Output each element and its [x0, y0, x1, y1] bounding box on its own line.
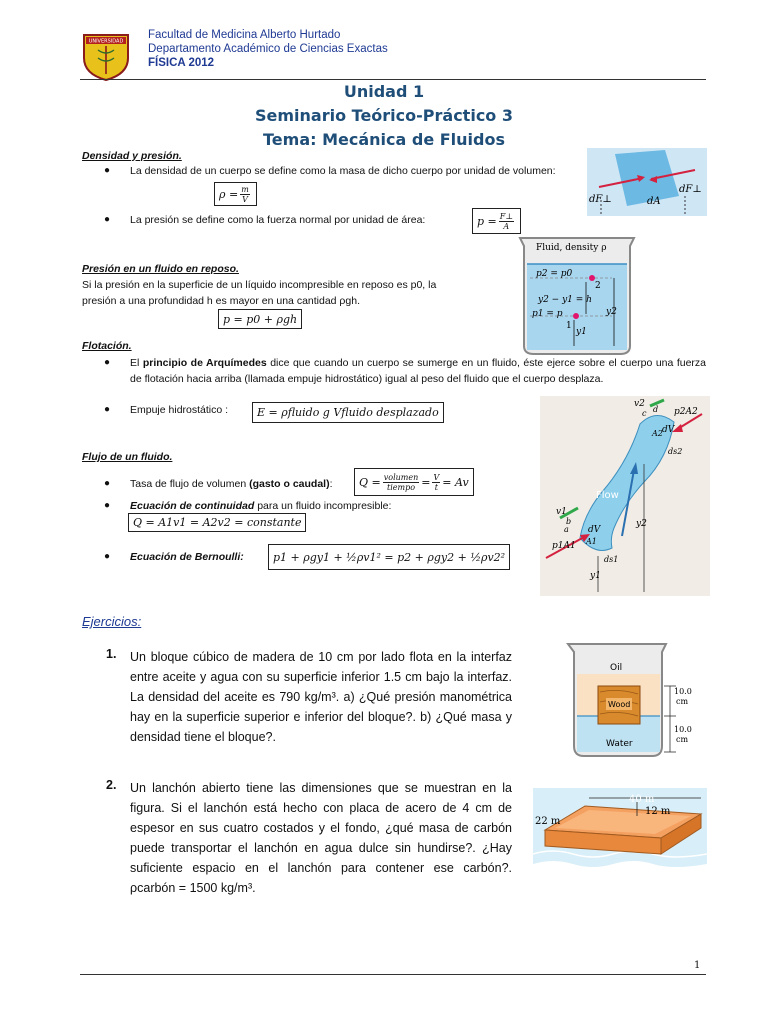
density-definition: La densidad de un cuerpo se define como la masa de dicho cuerpo por unidad de volumen: [130, 165, 556, 177]
label-dF2: dF⊥ [679, 184, 702, 195]
formula-lhs: p = [477, 214, 497, 228]
label-flow: Flow [596, 490, 619, 501]
figure-oil-water-block [566, 640, 704, 760]
bernoulli-formula: p1 + ρgy1 + ½ρv1² = p2 + ρgy2 + ½ρv2² [268, 544, 510, 570]
continuity-term: Ecuación de continuidad [130, 500, 255, 512]
numerator: m [241, 184, 249, 194]
page-number: 1 [694, 960, 701, 971]
figure-bernoulli-pipe [540, 396, 710, 596]
header-rule [80, 79, 706, 80]
label-point1: 1 [566, 321, 572, 331]
label-A1: A1 [586, 537, 597, 546]
bullet: ● [104, 478, 111, 489]
section-flotation-heading: Flotación. [82, 340, 132, 352]
exercise-2-number: 2. [106, 778, 117, 792]
bullet: ● [104, 500, 111, 511]
label-unit1: cm [676, 697, 689, 706]
label-ds1: ds1 [604, 555, 619, 564]
label-v2: v2 [634, 399, 645, 409]
label-b: b [566, 517, 572, 526]
denominator: t [434, 482, 438, 492]
label-ds2: ds2 [668, 447, 683, 456]
seminar-title: Seminario Teórico-Práctico 3 [255, 106, 513, 125]
numerator: volumen [383, 472, 419, 482]
label-dy: y2 − y1 = h [538, 295, 592, 305]
label-water: Water [606, 739, 633, 749]
flow-rate-label [130, 476, 333, 492]
footer-rule [80, 974, 706, 975]
label-dF1: dF⊥ [589, 194, 612, 205]
label-width: 12 m [645, 806, 671, 817]
flow-rate-term: (gasto o caudal) [249, 478, 330, 490]
label-dV1: dV [588, 525, 601, 535]
label-v1: v1 [556, 507, 567, 517]
formula-rhs: = Av [442, 475, 469, 489]
faculty-name: Facultad de Medicina Alberto Hurtado [148, 29, 341, 41]
exercises-heading: Ejercicios: [82, 614, 142, 629]
bullet: ● [104, 214, 111, 225]
rest-text: Si la presión en la superficie de un líquido incompresible en reposo es p0, la presión a una profundidad h es mayor en una cantidad ρgh. [82, 279, 437, 307]
text-pre: El [130, 357, 140, 369]
label-dim1: 10.0 [674, 687, 692, 696]
label-c: c [642, 409, 647, 418]
section-density-heading: Densidad y presión. [82, 150, 182, 162]
bullet: ● [104, 165, 111, 176]
label-oil: Oil [610, 663, 623, 673]
university-crest [80, 32, 132, 82]
label-point2: 2 [595, 281, 601, 291]
bullet: ● [104, 357, 111, 368]
archimedes-text [130, 355, 706, 387]
bullet: ● [104, 404, 111, 415]
exercise-2-text: Un lanchón abierto tiene las dimensiones que se muestran en la figura. Si el lanchón está hecho con placa de acero de 4 cm de espesor en sus cuatro costados y el fondo, ¿qué masa de carbón puede transportar el lanchón en agua dulce sin hundirse?. ¿Hay suficiente espacio en el lanchón para contener ese carbón?. ρcarbón = 1500 kg/m³. [130, 781, 512, 895]
label-y1: y1 [576, 327, 587, 337]
bernoulli-label [130, 549, 244, 565]
denominator: V [242, 194, 248, 204]
section-flow-heading: Flujo de un fluido. [82, 451, 173, 463]
exercise-1-number: 1. [106, 647, 117, 661]
denominator: A [503, 221, 510, 231]
label-length: 40 m [629, 794, 655, 805]
label-p2: p2 = p0 [536, 269, 573, 279]
continuity-formula: Q = A1v1 = A2v2 = constante [128, 513, 306, 532]
formula-lhs: ρ = [219, 187, 239, 201]
flow-rate-formula: Q = $\frac{\text{volumen}}{\text{tiempo}}$ = $\frac{V}{t}$ = Av [354, 468, 474, 496]
archimedes-term: principio de Arquímedes [142, 357, 267, 369]
figure-barge [533, 788, 707, 876]
label-dim2: 10.0 [674, 725, 692, 734]
exercise-1-text: Un bloque cúbico de madera de 10 cm por lado flota en la interfaz entre aceite y agua con su superficie inferior 1.5 cm bajo la interfaz. La densidad del aceite es 790 kg/m³. a) ¿Qué presión manométrica hay en la superficie superior e inferior del bloque?. b) ¿Qué masa y densidad tiene el bloque?. [130, 650, 512, 744]
label-p2A2: p2A2 [674, 407, 698, 417]
label-fluid: Fluid, density ρ [536, 243, 607, 253]
text-pre: Tasa de flujo de volumen [130, 478, 247, 490]
label-dV2: dV [662, 425, 675, 435]
density-formula [214, 182, 257, 206]
text-post: dice que cuando un cuerpo se sumerge en un fluido, éste ejerce sobre el cuerpo una fuerza de flotación hacia arriba (llamada empuje hidrostático) igual al peso del fluido que el cuerpo desplaza. [130, 357, 707, 385]
label-p1A1: p1A1 [552, 541, 576, 551]
unit-title: Unidad 1 [343, 82, 425, 101]
crest-text: UNIVERSIDAD [88, 38, 124, 45]
rest-formula: p = p0 + ρgh [218, 309, 302, 329]
buoyancy-formula: E = ρfluido g Vfluido desplazado [252, 402, 444, 423]
label-y2: y2 [636, 519, 647, 529]
numerator: F⊥ [499, 211, 513, 221]
continuity-label [130, 498, 391, 514]
label-a: a [564, 525, 569, 534]
section-rest-heading: Presión en un fluido en reposo. [82, 263, 239, 275]
label-depth: 22 m [535, 816, 561, 827]
denominator: tiempo [386, 482, 416, 492]
text-post: : [329, 478, 333, 490]
text-post: para un fluido incompresible: [257, 500, 392, 512]
label-d: d [653, 405, 659, 414]
label-y1: y1 [590, 571, 601, 581]
bernoulli-term: Ecuación de Bernoulli: [130, 551, 244, 563]
label-wood: Wood [608, 700, 631, 709]
figure-fluid-beaker [516, 234, 638, 358]
figure-pressure-plane [587, 148, 707, 216]
pressure-definition: La presión se define como la fuerza normal por unidad de área: [130, 214, 426, 226]
label-dA: dA [647, 196, 661, 207]
label-A2: A2 [652, 429, 663, 438]
numerator: V [433, 472, 440, 482]
course-name: FÍSICA 2012 [148, 57, 215, 69]
pressure-formula [472, 208, 521, 234]
buoyancy-label: Empuje hidrostático : [130, 404, 229, 416]
bullet: ● [104, 551, 111, 562]
formula-lhs: Q = [359, 475, 381, 489]
label-y2: y2 [606, 307, 617, 317]
department-name: Departamento Académico de Ciencias Exactas [148, 43, 388, 55]
topic-title: Tema: Mecánica de Fluidos [263, 130, 505, 149]
label-unit2: cm [676, 735, 689, 744]
label-p1: p1 = p [532, 309, 563, 319]
